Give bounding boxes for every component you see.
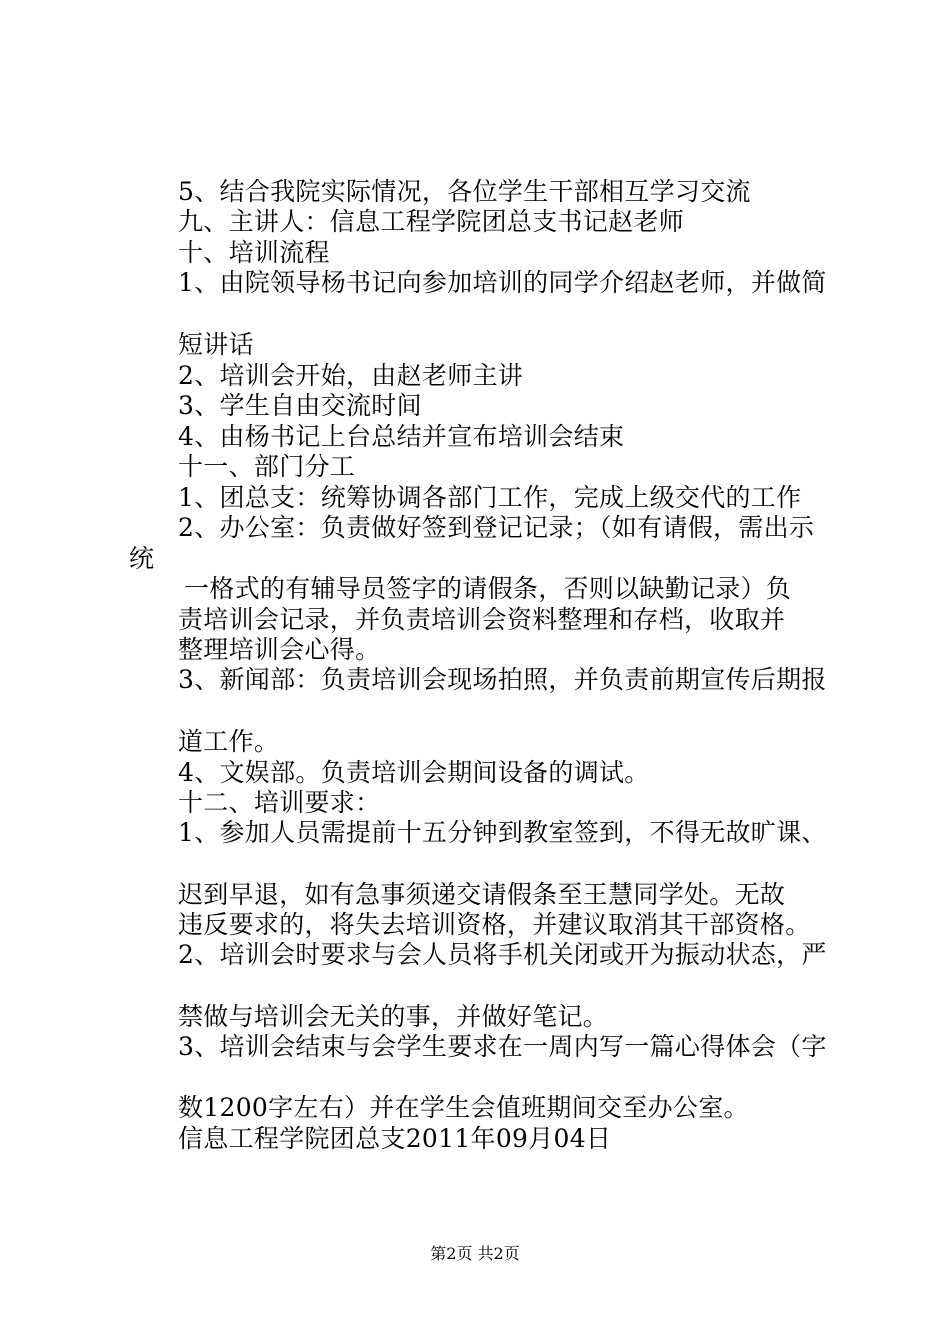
text-line: 责培训会记录，并负责培训会资料整理和存档，收取并 xyxy=(178,605,786,634)
text-line: 3、培训会结束与会学生要求在一周内写一篇心得体会（字 xyxy=(178,1032,827,1061)
section-heading: 十、培训流程 xyxy=(178,238,330,267)
text-line: 1、由院领导杨书记向参加培训的同学介绍赵老师，并做简 xyxy=(178,268,827,297)
text-line: 短讲话 xyxy=(178,330,254,359)
text-line: 2、培训会时要求与会人员将手机关闭或开为振动状态，严 xyxy=(178,940,827,969)
text-line: 禁做与培训会无关的事，并做好笔记。 xyxy=(178,1002,609,1031)
text-line: 3、学生自由交流时间 xyxy=(178,391,422,420)
text-line: 统 xyxy=(129,544,155,573)
text-line: 3、新闻部：负责培训会现场拍照，并负责前期宣传后期报 xyxy=(178,665,827,694)
section-heading: 十二、培训要求： xyxy=(178,788,381,817)
text-line: 一格式的有辅导员签字的请假条，否则以缺勤记录）负 xyxy=(184,574,792,603)
text-line: 道工作。 xyxy=(178,727,280,756)
text-line: 违反要求的，将失去培训资格，并建议取消其干部资格。 xyxy=(178,910,811,939)
text-line: 1、团总支：统筹协调各部门工作，完成上级交代的工作 xyxy=(178,483,802,512)
text-line: 4、由杨书记上台总结并宣布培训会结束 xyxy=(178,422,625,451)
text-line: 4、文娱部。负责培训会期间设备的调试。 xyxy=(178,758,650,787)
text-line: 2、培训会开始，由赵老师主讲 xyxy=(178,361,524,390)
text-line: 数1200字左右）并在学生会值班期间交至办公室。 xyxy=(178,1093,749,1122)
text-line: 迟到早退，如有急事须递交请假条至王慧同学处。无故 xyxy=(178,880,786,909)
signature-line: 信息工程学院团总支2011年09月04日 xyxy=(178,1124,612,1153)
text-line: 2、办公室：负责做好签到登记记录；（如有请假，需出示 xyxy=(178,513,815,542)
page-footer: 第2页 共2页 xyxy=(430,1244,520,1263)
section-heading: 十一、部门分工 xyxy=(178,452,356,481)
text-line: 1、参加人员需提前十五分钟到教室签到，不得无故旷课、 xyxy=(178,818,827,847)
text-line: 九、主讲人：信息工程学院团总支书记赵老师 xyxy=(178,207,685,236)
text-line: 整理培训会心得。 xyxy=(178,635,381,664)
text-line: 5、结合我院实际情况，各位学生干部相互学习交流 xyxy=(178,177,751,206)
